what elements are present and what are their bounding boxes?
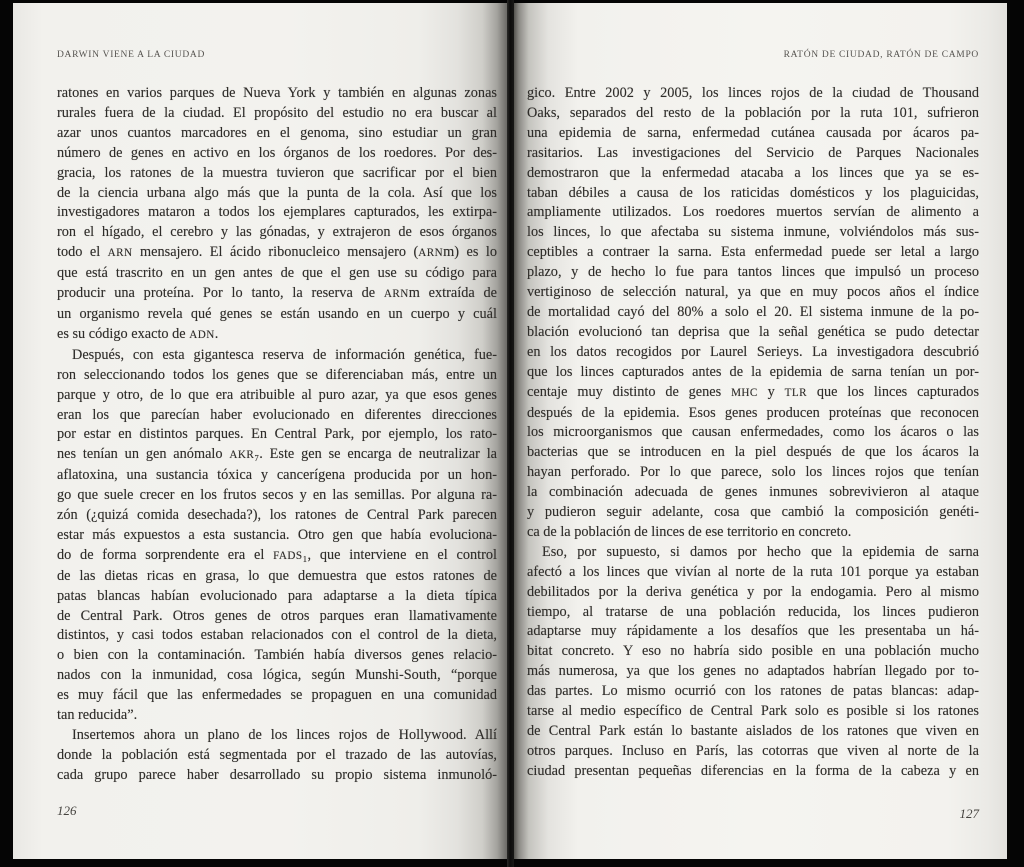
text-line: que está trascrito en un gen antes de que el gen use su código para bbox=[57, 265, 497, 282]
text-line: ceptibles a contraer la sarna. Esta enfermedad puede ser letal a largo bbox=[527, 244, 979, 261]
text-line: distintos, y casi todos estaban relacionados con el control de la dieta, bbox=[57, 627, 497, 644]
text-line: de la ciencia urbana algo más que la punta de la cola. Así que los bbox=[57, 184, 497, 201]
text-line: debilitados por la deriva genética y por la endogamia. Pero al mismo bbox=[527, 583, 979, 600]
text-line: que los linces capturados antes de la epidemia de sarna tenían un por- bbox=[527, 363, 979, 380]
text-line: hayan perforado. Por lo que parece, solo los linces rojos que tenían bbox=[527, 464, 979, 481]
text-line: Insertemos ahora un plano de los linces rojos de Hollywood. Allí bbox=[72, 727, 497, 743]
text-line: la combinación adecuada de genes inmunes sobrevivieron al ataque bbox=[527, 484, 979, 501]
text-line: do de forma sorprendente era el FADS₁, que interviene en el control bbox=[57, 546, 498, 563]
text-line: taban débiles a causa de los raticidas domésticos y los plaguicidas, bbox=[527, 184, 979, 201]
text-line: de las dietas ricas en grasa, lo que demuestra que estos ratones de bbox=[57, 567, 497, 584]
text-line: es su código exacto de ADN. bbox=[57, 325, 219, 342]
text-line: es muy fácil que las enfermedades se propaguen en una comunidad bbox=[57, 687, 497, 704]
page-number-left: 126 bbox=[57, 803, 77, 818]
text-line: parque y otro, de lo que era atribuible al puro azar, ya que esos genes bbox=[57, 386, 497, 403]
text-line: ampliamente utilizados. Los roedores muertos servían de alimento a bbox=[527, 204, 979, 221]
text-line: de Central Park. Otros genes de otros parques eran llamativamente bbox=[57, 607, 497, 624]
text-line: por estar en distintos parques. En Central Park, por ejemplo, los rato- bbox=[57, 426, 497, 443]
text-line: de Central Park están lo bastante aislados de los ratones que viven en bbox=[527, 723, 979, 739]
text-line: patas blancas habían evolucionado para adaptarse a la dieta típica bbox=[57, 587, 497, 604]
text-line: después de la epidemia. Esos genes producen proteínas que reconocen bbox=[527, 404, 979, 421]
page-number-right: 127 bbox=[959, 806, 979, 821]
text-line: blación evolucionó tan deprisa que la señal genética se pudo detectar bbox=[527, 323, 979, 340]
text-line: un organismo revela qué genes se están usando en un cuerpo y cuál bbox=[57, 305, 497, 322]
text-line: ron seleccionando todos los genes que se diferenciaban más, entre un bbox=[57, 366, 497, 383]
page-gutter bbox=[507, 0, 514, 867]
text-line: cada grupo parece haber desarrollado su propio sistema inmunoló- bbox=[57, 766, 497, 783]
text-block-right bbox=[527, 84, 979, 782]
text-line: una epidemia de sarna, enfermedad cutánea causada por ácaros pa- bbox=[527, 124, 979, 141]
text-line: centaje muy distinto de genes MHC y TLR que los linces capturados bbox=[527, 383, 980, 400]
text-line: los microorganismos que causan enfermedades, como los ácaros o las bbox=[527, 424, 979, 441]
text-line: estar más expuestos a esta sustancia. Otro gen que había evoluciona- bbox=[57, 526, 497, 543]
text-line: nes tenían un gen anómalo AKR₇. Este gen se encarga de neutralizar la bbox=[57, 446, 498, 463]
text-line: das partes. Lo mismo ocurrió con los ratones de patas blancas: adap- bbox=[527, 683, 979, 700]
text-line: ciudad presentan pequeñas diferencias en la forma de la cabeza y en bbox=[527, 762, 979, 779]
text-line: ron el hígado, el cerebro y las gónadas, y extrajeron de esos órganos bbox=[57, 224, 497, 241]
text-line: Oaks, separados del resto de la población por la ruta 101, sufrieron bbox=[527, 104, 979, 121]
text-line: bacterias que se introducen en la piel después de que los ácaros la bbox=[527, 444, 979, 461]
text-line: más numerosa, ya que los genes no adaptados habrían llegado por to- bbox=[527, 663, 979, 680]
text-line: vertiginoso de selección natural, ya que en muy pocos años el índice bbox=[527, 284, 979, 301]
running-header-right: RATÓN DE CIUDAD, RATÓN DE CAMPO bbox=[783, 50, 979, 60]
text-line: investigadores mataron a todos los ejemplares capturados, les extirpa- bbox=[57, 204, 497, 221]
text-line: rasitarios. Las investigaciones del Servicio de Parques Nacionales bbox=[527, 144, 979, 161]
text-block-left bbox=[57, 84, 497, 786]
text-line: rurales fuera de la ciudad. El propósito del estudio no era buscar al bbox=[57, 104, 497, 121]
text-line: ratones en varios parques de Nueva York y también en algunas zonas bbox=[57, 85, 497, 101]
text-line: plazo, y de hecho lo fue para tantos linces que impulsó un proceso bbox=[527, 264, 979, 281]
text-line: nados con la inmunidad, cosa lógica, según Munshi-South, “porque bbox=[57, 667, 497, 684]
text-line: donde la población está segmentada por el trazado de las autovías, bbox=[57, 746, 497, 763]
text-line: azar unos cuantos marcadores en el genoma, sino estudiar un gran bbox=[57, 124, 497, 141]
text-line: Eso, por supuesto, si damos por hecho que la epidemia de sarna bbox=[542, 543, 979, 560]
text-line: o bien con la contaminación. También había diversos genes relacio- bbox=[57, 647, 497, 664]
text-line: gico. Entre 2002 y 2005, los linces rojos de la ciudad de Thousand bbox=[527, 85, 979, 101]
text-line: producir una proteína. Por lo tanto, la reserva de ARNm extraída de bbox=[57, 285, 497, 302]
text-line: gracia, los ratones de la muestra tuvieron que sacrificar por el bien bbox=[57, 164, 497, 181]
text-line: go que suele crecer en los frutos secos y en las semillas. Por alguna ra- bbox=[57, 487, 497, 504]
text-line: otros parques. Incluso en París, las cotorras que viven al norte de la bbox=[527, 742, 979, 759]
text-line: tan reducida”. bbox=[57, 707, 138, 724]
text-line: todo el ARN mensajero. El ácido ribonucleico mensajero (ARNm) es lo bbox=[57, 244, 498, 261]
text-line: eran los que parecían haber evolucionado en diferentes direcciones bbox=[57, 406, 497, 423]
running-header-left: DARWIN VIENE A LA CIUDAD bbox=[57, 50, 206, 60]
text-line: demostraron que la enfermedad atacaba a los linces que ya se es- bbox=[527, 164, 979, 181]
text-line: tarse al medio específico de Central Park solo es posible si los ratones bbox=[527, 703, 979, 720]
text-line: bitat concreto. Y eso no habría sido posible en una población mucho bbox=[527, 643, 979, 660]
text-line: los linces, lo que afectaba su sistema inmune, volviéndolos más sus- bbox=[527, 224, 979, 241]
text-line: ca de la población de linces de ese territorio en concreto. bbox=[527, 523, 852, 540]
left-page bbox=[13, 3, 507, 859]
text-line: zón (¿quizá comida desechada?), los ratones de Central Park parecen bbox=[57, 507, 497, 524]
text-line: adaptarse muy rápidamente a los desafíos que les presentaba un há- bbox=[527, 623, 979, 640]
text-line: aflatoxina, una sustancia tóxica y cancerígena producida por un hon- bbox=[57, 467, 497, 484]
text-line: afectó a los linces que vivían al norte de la ruta 101 porque ya estaban bbox=[527, 563, 979, 580]
text-line: Después, con esta gigantesca reserva de información genética, fue- bbox=[72, 346, 497, 363]
text-line: de mortalidad cayó del 80% a solo el 20. El sistema inmune de la po- bbox=[527, 303, 979, 320]
text-line: número de genes en activo en los órganos de los roedores. Por des- bbox=[57, 144, 497, 161]
text-line: en los datos recogidos por Laurel Serieys. La investigadora descubrió bbox=[527, 343, 979, 360]
right-page bbox=[514, 3, 1007, 859]
text-line: y pudieron seguir adelante, cosa que cambió la composición genéti- bbox=[527, 504, 979, 521]
text-line: tiempo, al tratarse de una población reducida, los linces pudieron bbox=[527, 603, 979, 620]
